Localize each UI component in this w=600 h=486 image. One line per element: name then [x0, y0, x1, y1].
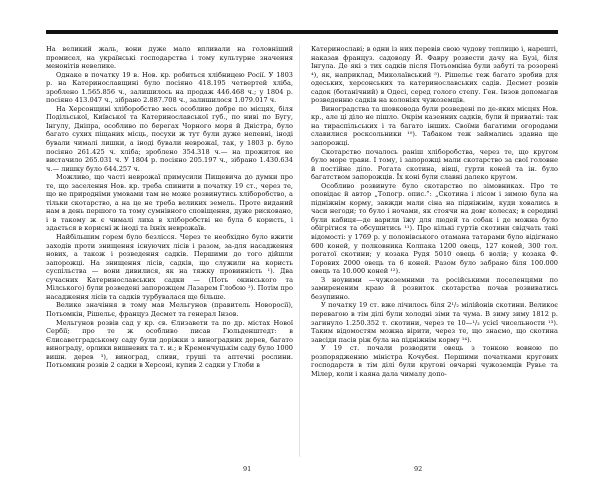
- paragraph: Мельгунов розвів сад у кр. св. Єлизавети та по др. містах Нової Сербії; про те ж особливо писав Гюльденштедт: в Єлисаветградському саду були доріжки з виноградних дерев, багато винограду, орлики вишневих та т. и.; в Кременчуцькім саду було 1000 вишн. дерев ³), виноград, сливи, груші та аптечні рослини. Потьомкин розвів 2 садки в Херсоні, купив 2 садки у Глоби в: [46, 318, 293, 370]
- left-page: [46, 45, 293, 460]
- paragraph: У 19 ст. почали розводити овець з тонкою вовною по розпорядженню міністра Кочубея. Першими початками кругових господарств в тім ділі були кругові овчарні чужоземців Рувье та Мілер, коли і каяна дала чималу допо-: [311, 344, 558, 378]
- paragraph: Однаке в початку 19 в. Нов. кр. робиться хлібницею Росії. У 1803 р. на Катеринославщині було посіяно 418.195 четвертей хліба, зроблено 1.565.856 ч., залишилось на продаж 446.468 ч.; у 1804 р. посіяно 413.047 ч., зібрано 2.887.708 ч., залишилося 1.079.017 ч.: [46, 70, 293, 105]
- top-edge-bar: [46, 30, 558, 34]
- paragraph: Катеринославі; в одни із них перевів свою чудову теплицю і, нарешті, наказав француз. садоводу Й. Фавру розвести дачу на Бузі, біля Інгула. Де які з тих садків після Потьомкіна були забуті та розорені ⁴), як, наприклад, Миколаївський ⁵). Рішельє теж багато зробив для одеських, херсонських та катеринославських садів. Десмет розвів садок (ботанічний) в Одесі, серед голого степу. Ген. Інзов допомагав розведенню садків на колоніях чужоземців.: [311, 45, 558, 105]
- paragraph: Особливо розвинуте було скотарство по зімовниках. Про те оповідає й автор „Топогр. опис.”: „Скотина і лісом і зимою була на підніжнім корму, завжди мали сіна на підніжнім, куди ховались в часи негоди; то було і ночами, як стоячи на довг колесах; в середині були кабиця—де варили їжу для людей та собак і де можна було обігрітися та обсушитись ¹¹). Про кількі гуртів скотини свідчать такі відомості: у 1769 р. у полонівського отамана татарами було відігнано 600 коней, у полковника Колпака 1200 овець, 127 коней, 300 гол. рогатої скотини; у козака Рудя 5010 овець 6 волів; у козака Ф. Горових 2000 овець та 6 коней. Разом було забрано біля 100.000 овець та 10.000 коней ¹²).: [311, 181, 558, 276]
- paragraph: Велике значіння в тому мав Мельгунов (правитель Новоросії), Потьомкін, Рішельє, француз Десмет та генерал Інзов.: [46, 301, 293, 318]
- paragraph: На великий жаль, вони дуже мало впливали на головніший промисел, на українські господарства і тому культурне значення менонітів невелике.: [46, 45, 293, 71]
- paragraph: Скотарство почалось раніш хліборобства, через те, що кругом було море трави. І тому, і запорожці мали скотарство за свої головне й постійне діло. Рогата скотина, вівці, гурти коней та ін. було багатством запорожців. Їх коні були славні далеко кругом.: [311, 147, 558, 182]
- paragraph: У початку 19 ст. вже лічилось біля 2¹/₂ мілійонів скотини. Великоє перевагою в тім ділі були холодні зіми та чума. В зиму зиму 1812 р. загинуло 1.250.352 т. скотини, через те 10—¹/₂ усієї чисельности ¹³). Таким відомостям можна вірити, через те, що знаємо, що скотина завсіди пасів ріж була на підніжнім корму ¹⁴).: [311, 301, 558, 344]
- page-gutter: [299, 45, 300, 457]
- left-page-text: [46, 45, 293, 370]
- left-page-number: 91: [243, 465, 252, 473]
- right-page-text: [311, 45, 558, 378]
- right-page: [311, 45, 558, 460]
- paragraph: З ноувими —чужоземними та російськими поселенцями по замирененим краю й розвиток скотарства почав розвиватись безупинно.: [311, 275, 558, 301]
- paragraph: Можливо, що часті неврожаї примусили Пищевича до думки про те, що заселення Нов. кр. треба спинити в початку 19 ст., через те, що не природніми умовами там не може розвинутись хліборобство, а тільки скотарство, а на це не треба великих земель. Проте виданий нам в день першого та тому сумнівного сповіщення, дуже рисковано, і в такому ж є чималі лиха в хліборобстві не була б користь, і здається в корисні ж іноді та їхніх неврожаїв.: [46, 173, 293, 233]
- paragraph: На Херсонщині хліборобство весь особливо добре по місцях, біля Подільської, Київської та Катеринославської губ., по ниві по Бугу, Інгулу, Дніпра, особливо по берегах Чорного моря й Дністра, було багато сухих піщаних місць, посухи ж тут були дуже непевні, іноді бували чималі лишки, а іноді бували неврожаї, так, у 1803 р. було посіяно 261.425 ч. хліба; зроблено 354.318 ч.— на прожиток не вистачило 265.031 ч. У 1804 р. посіяно 205.197 ч., зібрано 1.430.634 ч.— лишку було 644.257 ч.: [46, 104, 293, 173]
- paragraph: Найбільшим горем було безлісся. Через те необхідно було вжити заходів проти знищення існуючих лісів і разом, за-для насадження нових, а також і розведення садків. Першими до того дійшли запорожці. На знищення лісів, садків, що служили на користь суспільства — вони дивилися, як на тяжку провинність ¹). Два сучасних Катеринославських садки — (Поть окинського та Мілського) були розведені запорожцем Лазарем Глобою ²). Потім про насадження лісів та садків турбувалася ще більше.: [46, 233, 293, 301]
- right-page-number: 92: [414, 465, 423, 473]
- paragraph: Виноградства та шовковода були розведені по де-яких місцях Нов. кр., але ці діло не пішло. Окрім казенних садків, були й приватні: так на тираспільських і та багато інших. Своїми багатими огородами славилися росксольники ¹⁰). Табаком теж займались здавна ще запорожці.: [311, 104, 558, 148]
